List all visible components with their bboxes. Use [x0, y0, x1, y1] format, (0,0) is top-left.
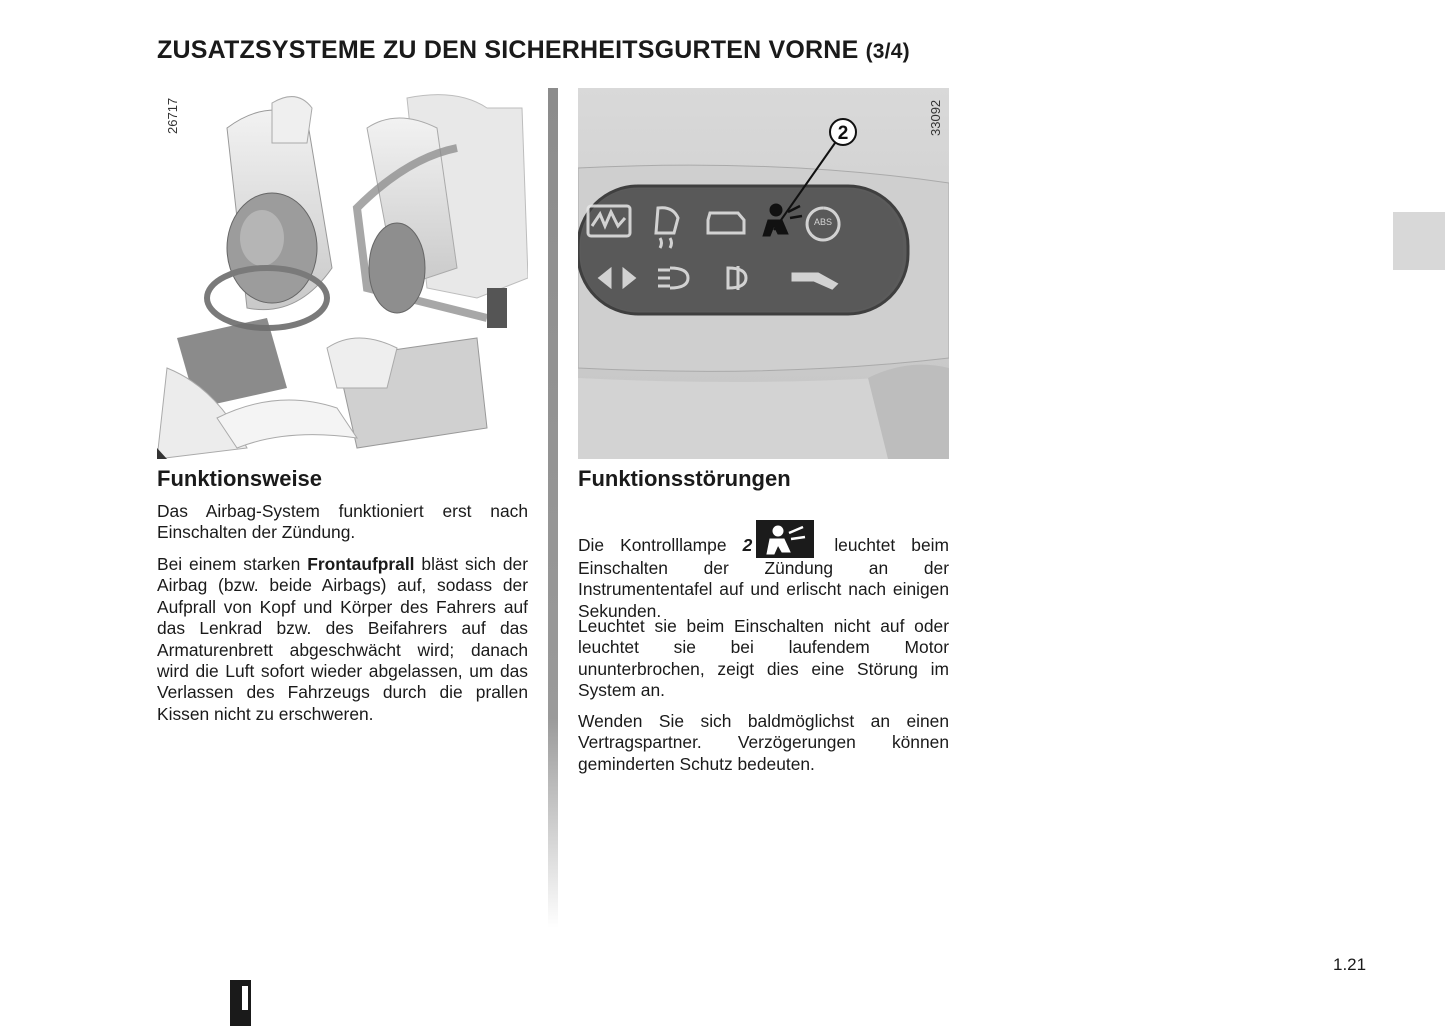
right-paragraph-1 [578, 520, 949, 622]
airbag-deployment-illustration [157, 88, 528, 459]
svg-text:ABS: ABS [813, 217, 833, 227]
page-number: 1.21 [1333, 955, 1367, 974]
right-paragraph-3: Wenden Sie sich baldmöglichst an einen Vertragspartner. Verzögerungen können geminderten Schutz bedeuten. [578, 711, 949, 774]
print-mark [230, 980, 251, 1026]
column-divider [548, 88, 558, 928]
warning-lights-drawing [578, 88, 949, 459]
right-paragraph-2: Leuchtet sie beim Einschalten nicht auf oder leuchtet sie bei laufendem Motor ununterbrochen, zeigt dies eine Störung im System an. [578, 616, 949, 701]
instrument-panel-illustration [578, 88, 949, 459]
left-p2-bold: Frontaufprall [307, 554, 415, 574]
title-page-fraction: (3/4) [865, 40, 910, 63]
left-p2-pre: Bei einem starken [157, 554, 308, 574]
left-paragraph-1: Das Airbag-System funktioniert erst nach Einschalten der Zündung. [157, 501, 528, 543]
figure-number-right: 33092 [928, 99, 943, 136]
airbag-seat-drawing [157, 88, 528, 459]
right-p1-pre: Die Kontrolllampe [578, 535, 743, 555]
heading-funktionsweise: Funktionsweise [157, 466, 323, 491]
heading-funktionsstoerungen: Funktionsstörungen [578, 466, 791, 491]
title-text: ZUSATZSYSTEME ZU DEN SICHERHEITSGURTEN VORNE [157, 36, 859, 64]
left-p2-post: bläst sich der Airbag (bzw. beide Airbags) auf, sodass der Aufprall von Kopf und Körper des Fahrers auf das Lenkrad bzw. des Beifahrers auf das Armaturenbrett abgeschwächt wird; danach wird die Luft sofort wieder abgelassen, um das Verlassen des Fahrzeugs durch die prallen Kissen nicht zu erschweren. [157, 554, 529, 724]
airbag-warning-icon [756, 520, 814, 558]
left-paragraph-2 [157, 554, 528, 725]
chapter-tab-marker [1393, 212, 1445, 270]
right-p1-post: leuchtet beim Einschalten der Zündung an der Instrumententafel auf und erlischt nach einigen Sekunden. [578, 535, 949, 621]
page-title [157, 36, 910, 65]
figure-number-left: 26717 [165, 97, 180, 134]
right-p1-ref: 2 [742, 535, 753, 555]
callout-label: 2 [837, 123, 849, 144]
